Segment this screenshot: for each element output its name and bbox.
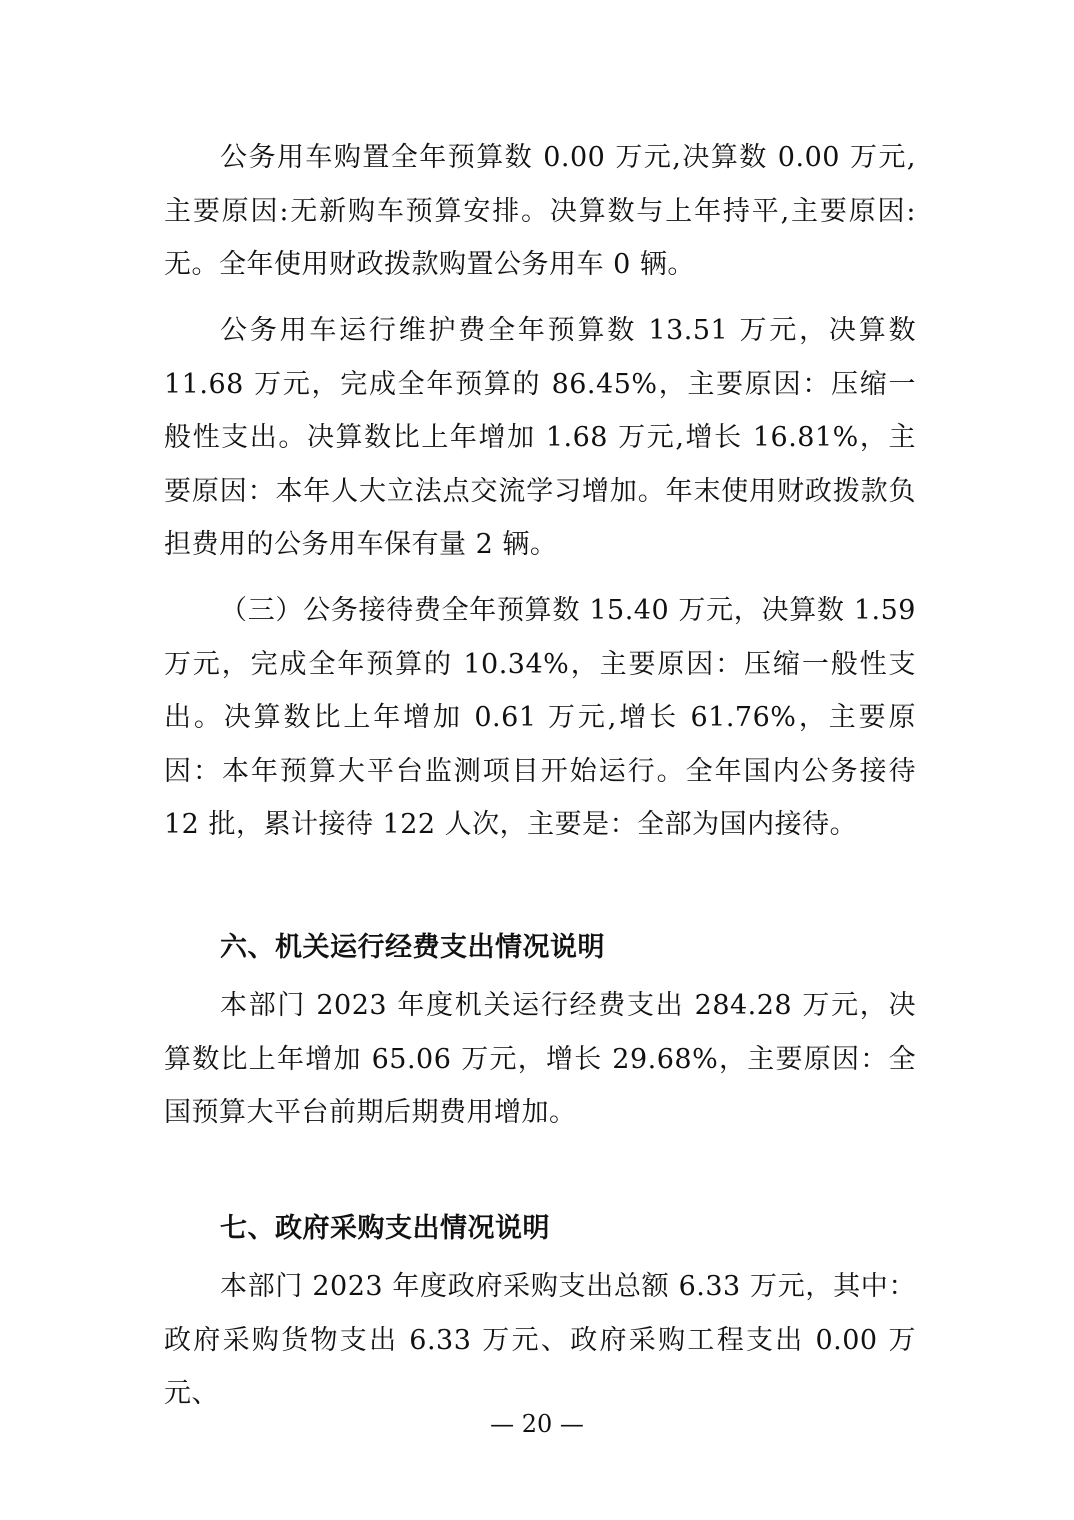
section-heading-operating-expenses: 六、机关运行经费支出情况说明: [220, 932, 605, 963]
paragraph-vehicle-purchase: 公务用车购置全年预算数 0.00 万元,决算数 0.00 万元,主要原因:无新购车预算安排。决算数与上年持平,主要原因:无。全年使用财政拨款购置公务用车 0 辆。: [164, 142, 916, 280]
paragraph-operating-expenses: 本部门 2023 年度机关运行经费支出 284.28 万元，决算数比上年增加 65.06 万元，增长 29.68%，主要原因：全国预算大平台前期后期费用增加。: [164, 990, 916, 1128]
paragraph-official-reception: （三）公务接待费全年预算数 15.40 万元，决算数 1.59 万元，完成全年预算的 10.34%，主要原因：压缩一般性支出。决算数比上年增加 0.61 万元,增长 61.76%，主要原因：本年预算大平台监测项目开始运行。全年国内公务接待 12 批，累计接待 122 人次，主要是：全部为国内接待。: [164, 595, 916, 840]
paragraph-procurement: 本部门 2023 年度政府采购支出总额 6.33 万元，其中：政府采购货物支出 6.33 万元、政府采购工程支出 0.00 万元、: [164, 1271, 916, 1409]
page-number: — 20 —: [490, 1410, 584, 1438]
section-heading-procurement: 七、政府采购支出情况说明: [220, 1213, 550, 1244]
paragraph-vehicle-maintenance: 公务用车运行维护费全年预算数 13.51 万元，决算数 11.68 万元，完成全年预算的 86.45%，主要原因：压缩一般性支出。决算数比上年增加 1.68 万元,增长 16.81%，主要原因：本年人大立法点交流学习增加。年末使用财政拨款负担费用的公务用车保有量 2 辆。: [164, 315, 916, 560]
